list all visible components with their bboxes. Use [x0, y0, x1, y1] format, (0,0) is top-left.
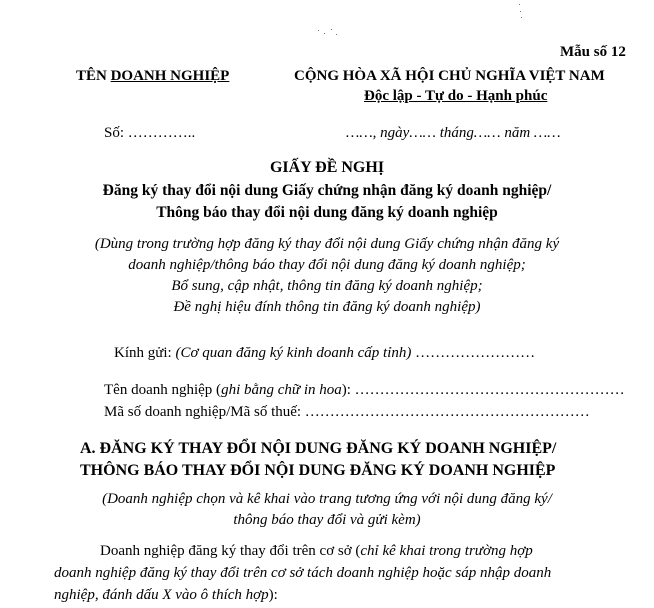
section-a-note-1: (Doanh nghiệp chọn và kê khai vào trang tương ứng với nội dung đăng ký/: [102, 491, 552, 507]
section-a-title-2: THÔNG BÁO THAY ĐỔI NỘI DUNG ĐĂNG KÝ DOANH NGHIỆP: [80, 462, 556, 479]
company-name-line: [104, 382, 625, 399]
scan-speck: [318, 30, 319, 31]
doc-subtitle-1: Đăng ký thay đổi nội dung Giấy chứng nhận đăng ký doanh nghiệp/: [102, 182, 552, 199]
company-header: [76, 68, 229, 85]
scan-speck: [331, 29, 332, 30]
body-line-3-normal: ):: [268, 587, 278, 603]
date-line: ……, ngày…… tháng…… năm ……: [346, 125, 561, 141]
addressee-label: Kính gửi:: [114, 345, 176, 361]
scan-speck: [521, 17, 522, 18]
company-header-underlined: DOANH NGHIỆP: [110, 68, 230, 84]
company-name-label: Tên doanh nghiệp (: [104, 382, 222, 398]
body-line-1-italic: chỉ kê khai trong trường hợp: [360, 543, 533, 559]
body-line-3: [54, 587, 278, 604]
form-number: Mẫu số 12: [560, 44, 626, 60]
doc-title: GIẤY ĐỀ NGHỊ: [269, 159, 385, 176]
usage-note-line: Đề nghị hiệu đính thông tin đăng ký doanh nghiệp): [173, 299, 481, 315]
section-a-note-2: thông báo thay đổi và gửi kèm): [233, 512, 421, 528]
body-line-1-normal: Doanh nghiệp đăng ký thay đổi trên cơ sở (: [100, 543, 361, 559]
body-line-1: [100, 543, 533, 560]
body-line-2: doanh nghiệp đăng ký thay đổi trên cơ sở tách doanh nghiệp hoặc sáp nhập doanh: [54, 565, 552, 581]
scan-speck: [520, 11, 521, 12]
company-name-hint: ghi bằng chữ in hoa: [221, 382, 342, 398]
company-header-prefix: TÊN: [76, 68, 111, 84]
usage-note-line: Bổ sung, cập nhật, thông tin đăng ký doanh nghiệp;: [171, 278, 483, 294]
body-line-3-italic: nghiệp, đánh dấu X vào ô thích hợp: [54, 587, 269, 603]
addressee-line: [114, 345, 535, 362]
number-line: Số: …………..: [104, 125, 196, 141]
company-name-dots: ): ………………………………………………: [341, 382, 625, 398]
tax-code-line: Mã số doanh nghiệp/Mã số thuế: …………………………………………………: [104, 404, 590, 420]
scan-speck: [519, 4, 520, 5]
section-a-title-1: A. ĐĂNG KÝ THAY ĐỔI NỘI DUNG ĐĂNG KÝ DOANH NGHIỆP/: [80, 440, 557, 457]
usage-note-line: doanh nghiệp/thông báo thay đổi nội dung đăng ký doanh nghiệp;: [128, 257, 526, 273]
scan-speck: [324, 33, 325, 34]
addressee-dots: ……………………: [411, 345, 536, 361]
addressee-value: (Cơ quan đăng ký kinh doanh cấp tỉnh): [175, 345, 412, 361]
motto: Độc lập - Tự do - Hạnh phúc: [364, 88, 548, 104]
national-title: CỘNG HÒA XÃ HỘI CHỦ NGHĨA VIỆT NAM: [294, 68, 605, 84]
scan-speck: [336, 34, 337, 35]
doc-subtitle-2: Thông báo thay đổi nội dung đăng ký doanh nghiệp: [156, 204, 498, 221]
usage-note-line: (Dùng trong trường hợp đăng ký thay đổi nội dung Giấy chứng nhận đăng ký: [94, 236, 560, 252]
